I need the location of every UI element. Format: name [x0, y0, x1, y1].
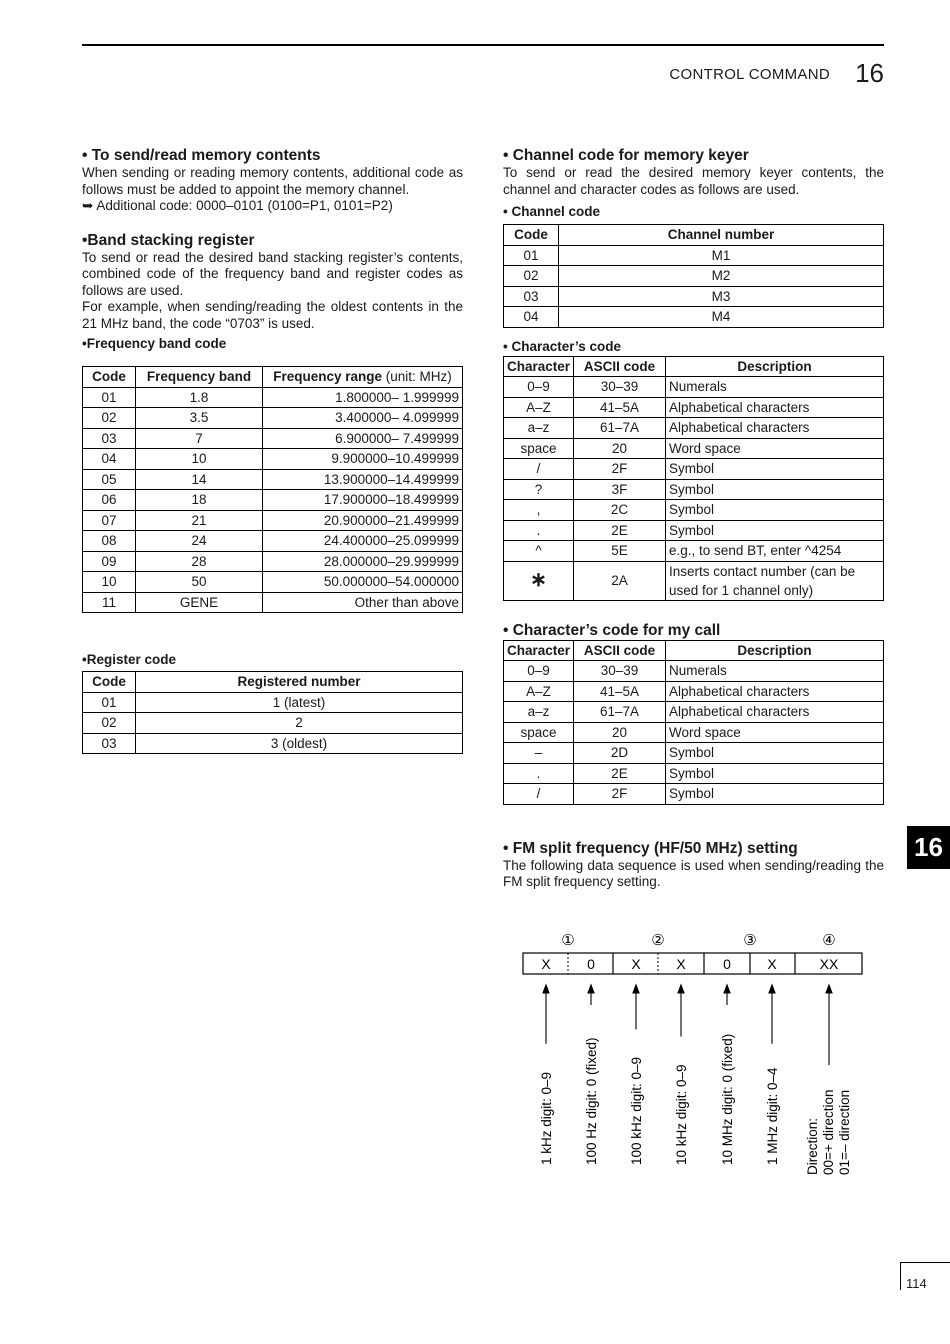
- table-row: [83, 387, 463, 408]
- table-row: [504, 377, 884, 398]
- sequence-cell: X: [676, 956, 686, 972]
- table-row: [83, 551, 463, 572]
- table-row: [83, 510, 463, 531]
- channel-code-heading: • Channel code: [503, 204, 600, 219]
- mycall-cell: .: [504, 763, 574, 784]
- mycall-cell: Symbol: [666, 743, 884, 764]
- char-cell: Symbol: [666, 479, 884, 500]
- table-row: [504, 661, 884, 682]
- section-number: 16: [855, 58, 884, 88]
- char-cell: ,: [504, 500, 574, 521]
- sequence-cell: XX: [819, 956, 839, 972]
- channel-cell: M4: [559, 307, 884, 328]
- mycall-cell: 2F: [574, 784, 666, 805]
- table-row: [504, 245, 884, 266]
- char-cell: 41–5A: [574, 397, 666, 418]
- char-cell: ^: [504, 541, 574, 562]
- char-cell: .: [504, 520, 574, 541]
- right-column: [503, 146, 884, 891]
- col-code: Code: [83, 672, 136, 693]
- table-row: [504, 397, 884, 418]
- freq-cell: GENE: [136, 592, 263, 613]
- register-code-heading: •Register code: [82, 652, 177, 667]
- freq-cell: 24: [136, 531, 263, 552]
- freq-cell: 1.800000– 1.999999: [263, 387, 463, 408]
- char-cell: Symbol: [666, 520, 884, 541]
- char-cell: Alphabetical characters: [666, 397, 884, 418]
- channel-code-table: [503, 224, 884, 328]
- top-rule: [82, 44, 884, 46]
- freq-cell: 20.900000–21.499999: [263, 510, 463, 531]
- table-row: [504, 702, 884, 723]
- table-row: [504, 500, 884, 521]
- mycall-cell: Word space: [666, 722, 884, 743]
- character-code-table: [503, 356, 884, 601]
- mycall-cell: Symbol: [666, 763, 884, 784]
- char-cell: Inserts contact number (can be used for 1 channel only): [666, 561, 884, 600]
- mycall-cell: Alphabetical characters: [666, 681, 884, 702]
- freq-cell: 50: [136, 572, 263, 593]
- byte-marker: ④: [822, 931, 836, 949]
- page-number-rule-vertical: [900, 1262, 901, 1290]
- table-row: [504, 681, 884, 702]
- char-cell: Word space: [666, 438, 884, 459]
- keyer-text: To send or read the desired memory keyer contents, the channel and character codes as follows are used.: [503, 165, 884, 197]
- table-row: [504, 541, 884, 562]
- table-row: [504, 286, 884, 307]
- col-frequency-band: Frequency band: [136, 367, 263, 388]
- mycall-heading: • Character’s code for my call: [503, 621, 721, 639]
- table-row: [504, 520, 884, 541]
- char-cell: 61–7A: [574, 418, 666, 439]
- freq-cell: 18: [136, 490, 263, 511]
- char-cell: e.g., to send BT, enter ^4254: [666, 541, 884, 562]
- char-cell: Symbol: [666, 459, 884, 480]
- page-number: 114: [906, 1276, 927, 1291]
- char-cell: 20: [574, 438, 666, 459]
- band-text-2: For example, when sending/reading the oldest contents in the 21 MHz band, the code “0703” is used.: [82, 299, 463, 331]
- col-registered-number: Registered number: [136, 672, 463, 693]
- table-row: [504, 479, 884, 500]
- table-row: [504, 307, 884, 328]
- reg-cell: 02: [83, 713, 136, 734]
- freq-cell: Other than above: [263, 592, 463, 613]
- band-text-1: To send or read the desired band stacking register’s contents, combined code of the frequency band and register codes as follows are used.: [82, 249, 463, 298]
- frequency-band-table: [82, 366, 463, 613]
- mycall-cell: 2D: [574, 743, 666, 764]
- character-code-heading: • Character’s code: [503, 338, 622, 354]
- memory-text: When sending or reading memory contents, additional code as follows must be added to appoint the memory channel.: [82, 165, 463, 197]
- memory-note: ➥ Additional code: 0000–0101 (0100=P1, 0101=P2): [82, 198, 393, 213]
- table-row: [83, 572, 463, 593]
- freq-cell: 01: [83, 387, 136, 408]
- table-row: [504, 722, 884, 743]
- byte-marker: ①: [561, 931, 575, 949]
- col-code: Code: [504, 225, 559, 246]
- freq-cell: 17.900000–18.499999: [263, 490, 463, 511]
- direction-label: 00=+ direction: [821, 1089, 836, 1175]
- freq-cell: 04: [83, 449, 136, 470]
- byte-marker: ③: [743, 931, 757, 949]
- channel-cell: 02: [504, 266, 559, 287]
- mycall-cell: /: [504, 784, 574, 805]
- freq-cell: 50.000000–54.000000: [263, 572, 463, 593]
- char-cell: 0–9: [504, 377, 574, 398]
- freq-cell: 6.900000– 7.499999: [263, 428, 463, 449]
- char-cell: 2E: [574, 520, 666, 541]
- char-cell: Symbol: [666, 500, 884, 521]
- mycall-cell: –: [504, 743, 574, 764]
- char-cell: 2F: [574, 459, 666, 480]
- digit-label: 1 kHz digit: 0–9: [539, 1071, 554, 1165]
- freq-cell: 09: [83, 551, 136, 572]
- col-ascii-code: ASCII code: [574, 640, 666, 661]
- channel-cell: 03: [504, 286, 559, 307]
- reg-cell: 1 (latest): [136, 692, 463, 713]
- table-row: [504, 561, 884, 600]
- freq-cell: 08: [83, 531, 136, 552]
- table-row: [83, 531, 463, 552]
- table-row: [504, 743, 884, 764]
- digit-label: 100 kHz digit: 0–9: [629, 1056, 644, 1165]
- char-cell: Alphabetical characters: [666, 418, 884, 439]
- col-frequency-range: Frequency range (unit: MHz): [263, 367, 463, 388]
- freq-cell: 10: [136, 449, 263, 470]
- freq-cell: 11: [83, 592, 136, 613]
- table-row: [83, 713, 463, 734]
- mycall-cell: 20: [574, 722, 666, 743]
- sequence-cell: 0: [723, 956, 731, 972]
- freq-cell: 13.900000–14.499999: [263, 469, 463, 490]
- mycall-cell: Symbol: [666, 784, 884, 805]
- char-cell: A–Z: [504, 397, 574, 418]
- mycall-cell: Numerals: [666, 661, 884, 682]
- freq-cell: 24.400000–25.099999: [263, 531, 463, 552]
- direction-label: 01=– direction: [837, 1089, 852, 1175]
- sequence-cell: 0: [587, 956, 595, 972]
- char-cell: 5E: [574, 541, 666, 562]
- sequence-cell: X: [631, 956, 641, 972]
- table-row: [504, 459, 884, 480]
- fm-heading: • FM split frequency (HF/50 MHz) setting: [503, 839, 798, 857]
- mycall-cell: 61–7A: [574, 702, 666, 723]
- freq-cell: 03: [83, 428, 136, 449]
- table-row: [83, 408, 463, 429]
- char-cell: 2C: [574, 500, 666, 521]
- freq-cell: 07: [83, 510, 136, 531]
- mycall-code-table: [503, 640, 884, 805]
- byte-marker: ②: [651, 931, 665, 949]
- char-cell: Numerals: [666, 377, 884, 398]
- col-description: Description: [666, 640, 884, 661]
- mycall-cell: space: [504, 722, 574, 743]
- channel-cell: 01: [504, 245, 559, 266]
- table-row: [83, 469, 463, 490]
- freq-cell: 28.000000–29.999999: [263, 551, 463, 572]
- mycall-cell: 2E: [574, 763, 666, 784]
- channel-cell: 04: [504, 307, 559, 328]
- freq-cell: 05: [83, 469, 136, 490]
- fm-split-diagram: [500, 925, 880, 1185]
- page-number-rule: [900, 1262, 950, 1263]
- chapter-tab: 16: [907, 826, 950, 869]
- freq-cell: 06: [83, 490, 136, 511]
- fm-text: The following data sequence is used when sending/reading the FM split frequency setting.: [503, 857, 884, 889]
- char-cell: 2A: [574, 561, 666, 600]
- table-row: [504, 266, 884, 287]
- freq-cell: 02: [83, 408, 136, 429]
- table-row: [83, 449, 463, 470]
- col-character: Character: [504, 640, 574, 661]
- char-cell: 30–39: [574, 377, 666, 398]
- channel-cell: M3: [559, 286, 884, 307]
- char-cell: ∗: [504, 561, 574, 600]
- table-row: [83, 490, 463, 511]
- digit-label: 10 kHz digit: 0–9: [674, 1064, 689, 1165]
- mycall-cell: Alphabetical characters: [666, 702, 884, 723]
- col-code: Code: [83, 367, 136, 388]
- freq-cell: 21: [136, 510, 263, 531]
- freq-cell: 3.400000– 4.099999: [263, 408, 463, 429]
- mycall-cell: 41–5A: [574, 681, 666, 702]
- freq-cell: 14: [136, 469, 263, 490]
- table-row: [504, 438, 884, 459]
- section-title: CONTROL COMMAND: [669, 66, 830, 83]
- table-row: [504, 784, 884, 805]
- keyer-heading: • Channel code for memory keyer: [503, 147, 749, 164]
- reg-cell: 3 (oldest): [136, 733, 463, 754]
- char-cell: ?: [504, 479, 574, 500]
- mycall-cell: a–z: [504, 702, 574, 723]
- reg-cell: 2: [136, 713, 463, 734]
- channel-cell: M2: [559, 266, 884, 287]
- memory-heading: • To send/read memory contents: [82, 147, 321, 164]
- freq-cell: 1.8: [136, 387, 263, 408]
- col-description: Description: [666, 356, 884, 377]
- mycall-cell: 0–9: [504, 661, 574, 682]
- data-sequence-box: [523, 953, 862, 974]
- char-cell: space: [504, 438, 574, 459]
- sequence-cell: X: [767, 956, 777, 972]
- col-character: Character: [504, 356, 574, 377]
- table-row: [83, 733, 463, 754]
- table-row: [83, 592, 463, 613]
- digit-label: 10 MHz digit: 0 (fixed): [720, 1033, 735, 1165]
- freq-cell: 10: [83, 572, 136, 593]
- mycall-cell: A–Z: [504, 681, 574, 702]
- left-column: [82, 146, 463, 754]
- table-row: [504, 418, 884, 439]
- register-code-table: [82, 671, 463, 754]
- freq-cell: 9.900000–10.499999: [263, 449, 463, 470]
- col-channel-number: Channel number: [559, 225, 884, 246]
- freq-cell: 3.5: [136, 408, 263, 429]
- band-heading: •Band stacking register: [82, 231, 255, 249]
- sequence-cell: X: [541, 956, 551, 972]
- reg-cell: 03: [83, 733, 136, 754]
- freq-cell: 7: [136, 428, 263, 449]
- digit-label: 100 Hz digit: 0 (fixed): [584, 1037, 599, 1165]
- channel-cell: M1: [559, 245, 884, 266]
- table-row: [504, 763, 884, 784]
- direction-label: Direction:: [805, 1117, 820, 1175]
- char-cell: /: [504, 459, 574, 480]
- mycall-cell: 30–39: [574, 661, 666, 682]
- char-cell: a–z: [504, 418, 574, 439]
- table-row: [83, 692, 463, 713]
- freq-cell: 28: [136, 551, 263, 572]
- table-row: [83, 428, 463, 449]
- reg-cell: 01: [83, 692, 136, 713]
- char-cell: 3F: [574, 479, 666, 500]
- freq-band-code-heading: •Frequency band code: [82, 336, 227, 351]
- col-ascii-code: ASCII code: [574, 356, 666, 377]
- digit-label: 1 MHz digit: 0–4: [765, 1067, 780, 1165]
